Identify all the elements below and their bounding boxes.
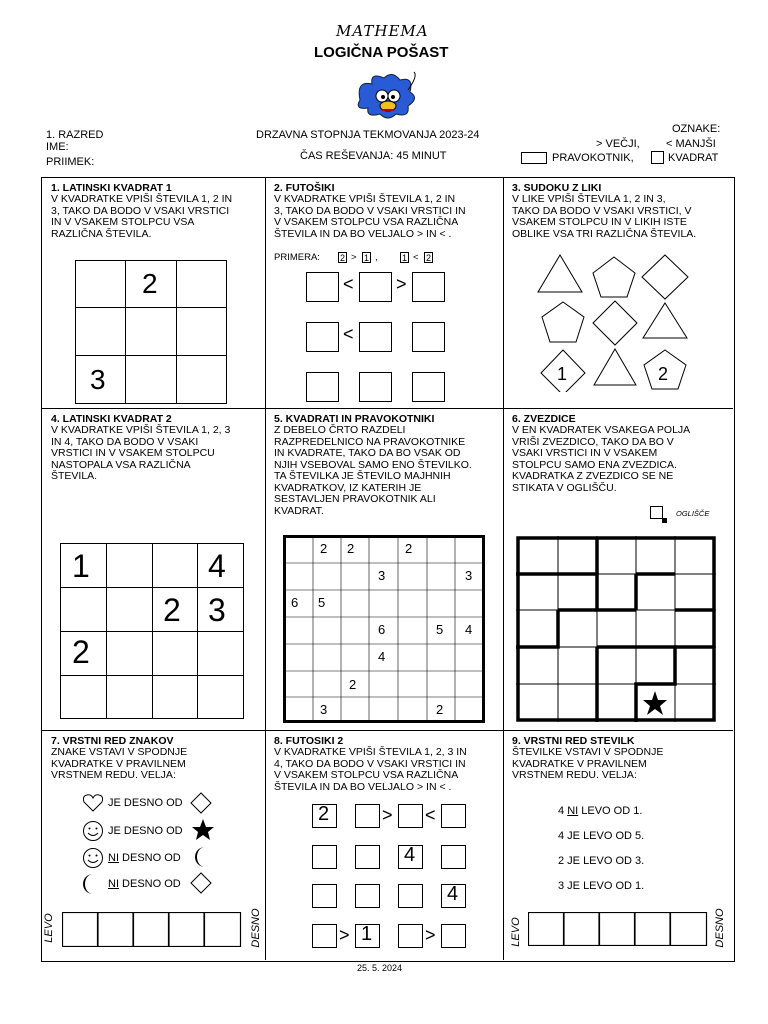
given-number: 3 bbox=[90, 364, 106, 395]
legend-rectangle: PRAVOKOTNIK, bbox=[552, 152, 634, 164]
rule-text: 4 JE LEVO OD 5. bbox=[558, 830, 645, 842]
grid-number: 3 bbox=[378, 568, 386, 583]
corner-label: OGLIŠČE bbox=[676, 509, 710, 518]
grid-number: 2 bbox=[436, 702, 444, 717]
grid-number: 2 bbox=[347, 541, 355, 556]
answer-box[interactable] bbox=[441, 804, 466, 828]
grid-number: 2 bbox=[349, 677, 357, 692]
problem-6-title: 6. ZVEZDICE bbox=[512, 413, 576, 425]
example-sep: , bbox=[375, 252, 378, 263]
rule-text: NI DESNO OD bbox=[108, 878, 181, 890]
heart-icon bbox=[82, 793, 104, 813]
example-box: 1 bbox=[363, 253, 369, 263]
problem-3-text: V LIKE VPIŠI ŠTEVILA 1, 2 IN 3, TAKO DA BODO V VSAKI VRSTICI, V VSAKEM STOLPCU IN V LIKIH ISTE OBLIKE VSA TRI RAZLIČNA ŠTEVILA. bbox=[512, 193, 697, 240]
given-number: 4 bbox=[447, 883, 459, 905]
moon-icon bbox=[190, 845, 212, 869]
brand-logo: MATHEMA bbox=[336, 22, 429, 40]
answer-box[interactable] bbox=[412, 272, 445, 302]
answer-box[interactable] bbox=[312, 845, 337, 869]
given-number: 4 bbox=[208, 548, 226, 584]
answer-box[interactable] bbox=[441, 845, 466, 869]
grid-number: 4 bbox=[465, 622, 473, 637]
legend-greater: > VEČJI, bbox=[596, 138, 640, 150]
time-label: ČAS REŠEVANJA: 45 MINUT bbox=[300, 150, 447, 162]
star-icon bbox=[191, 818, 215, 842]
left-label: LEVO bbox=[510, 917, 522, 947]
answer-box[interactable] bbox=[306, 372, 339, 402]
competition-label: DRZAVNA STOPNJA TEKMOVANJA 2023-24 bbox=[256, 129, 480, 141]
grid-number: 5 bbox=[436, 622, 444, 637]
grid-number: 3 bbox=[465, 568, 473, 583]
answer-box[interactable] bbox=[398, 924, 423, 948]
right-label: DESNO bbox=[714, 908, 726, 948]
problem-1-title: 1. LATINSKI KVADRAT 1 bbox=[51, 182, 172, 194]
problem-7-title: 7. VRSTNI RED ZNAKOV bbox=[51, 735, 174, 747]
problem-2-title: 2. FUTOŠIKI bbox=[274, 182, 335, 194]
answer-box[interactable] bbox=[359, 372, 392, 402]
answer-box[interactable] bbox=[355, 884, 380, 908]
answer-box[interactable] bbox=[398, 804, 423, 828]
smiley-icon bbox=[82, 820, 104, 842]
inequality-sign: < bbox=[343, 324, 354, 344]
problem-9-title: 9. VRSTNI RED STEVILK bbox=[512, 735, 635, 747]
grid-number: 3 bbox=[320, 702, 328, 717]
diamond-icon bbox=[190, 872, 212, 894]
grid-divider bbox=[503, 177, 504, 960]
problem-9-text: ŠTEVILKE VSTAVI V SPODNJE KVADRATKE V PRAVILNEM VRSTNEM REDU. VELJA: bbox=[512, 746, 664, 781]
inequality-sign: > bbox=[339, 925, 350, 945]
surname-label: PRIIMEK: bbox=[46, 156, 95, 168]
given-number: 4 bbox=[404, 844, 416, 866]
rule-text: 3 JE LEVO OD 1. bbox=[558, 880, 645, 892]
given-number: 2 bbox=[72, 634, 90, 670]
smiley-icon bbox=[82, 847, 104, 869]
inequality-sign: > bbox=[396, 274, 407, 294]
problem-1-text: V KVADRATKE VPIŠI ŠTEVILA 1, 2 IN 3, TAKO DA BODO V VSAKI VRSTICI IN V VSAKEM STOLPCU VSA RAZLIČNA ŠTEVILA. bbox=[51, 193, 233, 240]
legend-square: KVADRAT bbox=[668, 152, 719, 164]
problem-7-text: ZNAKE VSTAVI V SPODNJE KVADRATKE V PRAVILNEM VRSTNEM REDU. VELJA: bbox=[51, 746, 188, 781]
answer-box[interactable] bbox=[412, 322, 445, 352]
problem-5-title: 5. KVADRATI IN PRAVOKOTNIKI bbox=[274, 413, 435, 425]
rule-text: JE DESNO OD bbox=[108, 797, 183, 809]
diamond-icon bbox=[190, 792, 212, 814]
answer-box[interactable] bbox=[355, 845, 380, 869]
grid-divider bbox=[41, 408, 733, 409]
name-label: IME: bbox=[46, 141, 69, 153]
rule-text: NI DESNO OD bbox=[108, 852, 181, 864]
grid-number: 6 bbox=[291, 595, 299, 610]
order-boxes[interactable] bbox=[62, 912, 242, 947]
examples-label: PRIMERA: bbox=[274, 252, 320, 263]
answer-box[interactable] bbox=[312, 884, 337, 908]
rectangle-icon bbox=[521, 152, 547, 164]
order-boxes[interactable] bbox=[528, 912, 708, 946]
footer-date: 25. 5. 2024 bbox=[357, 963, 403, 973]
answer-box[interactable] bbox=[355, 804, 380, 828]
answer-box[interactable] bbox=[398, 884, 423, 908]
problem-3-title: 3. SUDOKU Z LIKI bbox=[512, 182, 602, 194]
right-label: DESNO bbox=[250, 908, 262, 948]
moon-icon bbox=[78, 872, 100, 896]
answer-box[interactable] bbox=[359, 322, 392, 352]
inequality-sign: < bbox=[425, 805, 436, 825]
problem-8-title: 8. FUTOSIKI 2 bbox=[274, 735, 344, 747]
left-label: LEVO bbox=[43, 913, 55, 943]
rule-text: 2 JE LEVO OD 3. bbox=[558, 855, 645, 867]
answer-box[interactable] bbox=[441, 924, 466, 948]
inequality-sign: > bbox=[425, 925, 436, 945]
problem-6-text: V EN KVADRATEK VSAKEGA POLJA VRIŠI ZVEZDICO, TAKO DA BO V VSAKI VRSTICI IN V VSAKEM STOLPCU SAMO ENA ZVEZDICA. KVADRATKA Z ZVEZDICO SE NE STIKATA V OGLIŠČU. bbox=[512, 424, 691, 494]
given-number: 2 bbox=[163, 592, 181, 628]
grid-number: 5 bbox=[318, 595, 326, 610]
problem-2-text: V KVADRATKE VPIŠI ŠTEVILA 1, 2 IN 3, TAKO DA BODO V VSAKI VRSTICI IN V VSAKEM STOLPCU VSA RAZLIČNA ŠTEVILA IN DA BO VELJALO > IN < . bbox=[274, 193, 466, 240]
legend-title: OZNAKE: bbox=[672, 123, 721, 135]
problem-4-title: 4. LATINSKI KVADRAT 2 bbox=[51, 413, 172, 425]
page-title: LOGIČNA POŠAST bbox=[314, 44, 449, 61]
example-box: 2 bbox=[339, 253, 345, 263]
answer-box[interactable] bbox=[312, 924, 337, 948]
answer-box[interactable] bbox=[412, 372, 445, 402]
square-icon bbox=[651, 151, 664, 164]
rule-text: 4 NI LEVO OD 1. bbox=[558, 805, 643, 817]
grade-label: 1. RAZRED bbox=[46, 129, 104, 141]
example-box: 2 bbox=[425, 253, 431, 263]
grid-number: 2 bbox=[405, 541, 413, 556]
problem-5-text: Z DEBELO ČRTO RAZDELI RAZPREDELNICO NA PRAVOKOTNIKE IN KVADRATE, TAKO DA BO VSAK OD NJIH VSEBOVAL SAMO ENO ŠTEVILKO. TA ŠTEVILKA JE ŠTEVILO MAJHNIH KVADRATKOV, IZ KATERIH JE SESTAVLJEN PRAVOKOTNIK ALI KVADRAT. bbox=[274, 424, 472, 517]
problem-4-text: V KVADRATKE VPIŠI ŠTEVILA 1, 2, 3 IN 4, TAKO DA BODO V VSAKI VRSTICI IN V VSAKEM STOLPCU NASTOPALA VSA RAZLIČNA ŠTEVILA. bbox=[51, 424, 231, 482]
inequality-sign: < bbox=[343, 274, 354, 294]
given-number: 3 bbox=[208, 592, 226, 628]
given-number: 2 bbox=[142, 268, 158, 299]
answer-box[interactable] bbox=[306, 272, 339, 302]
example-op: < bbox=[413, 252, 419, 263]
grid-number: 6 bbox=[378, 622, 386, 637]
example-box: 1 bbox=[401, 253, 407, 263]
answer-box[interactable] bbox=[306, 322, 339, 352]
mascot-image bbox=[352, 70, 422, 122]
answer-box[interactable] bbox=[359, 272, 392, 302]
corner-icon bbox=[650, 506, 668, 524]
given-number: 2 bbox=[318, 803, 330, 825]
star-grid[interactable] bbox=[516, 536, 716, 722]
given-number: 1 bbox=[361, 923, 373, 945]
inequality-sign: > bbox=[382, 805, 393, 825]
given-number: 2 bbox=[658, 364, 669, 384]
grid-number: 4 bbox=[378, 649, 386, 664]
example-op: > bbox=[351, 252, 357, 263]
rule-text: JE DESNO OD bbox=[108, 825, 183, 837]
given-number: 1 bbox=[72, 548, 90, 584]
grid-divider bbox=[41, 730, 733, 731]
legend-less: < MANJŠI bbox=[666, 138, 716, 150]
grid-divider bbox=[265, 177, 266, 960]
grid-number: 2 bbox=[320, 541, 328, 556]
problem-8-text: V KVADRATKE VPIŠI ŠTEVILA 1, 2, 3 IN 4, TAKO DA BODO V VSAKI VRSTICI IN V VSAKEM STOLPCU VSA RAZLIČNA ŠTEVILA IN DA BO VELJALO > IN < . bbox=[274, 746, 467, 793]
given-number: 1 bbox=[557, 364, 568, 384]
